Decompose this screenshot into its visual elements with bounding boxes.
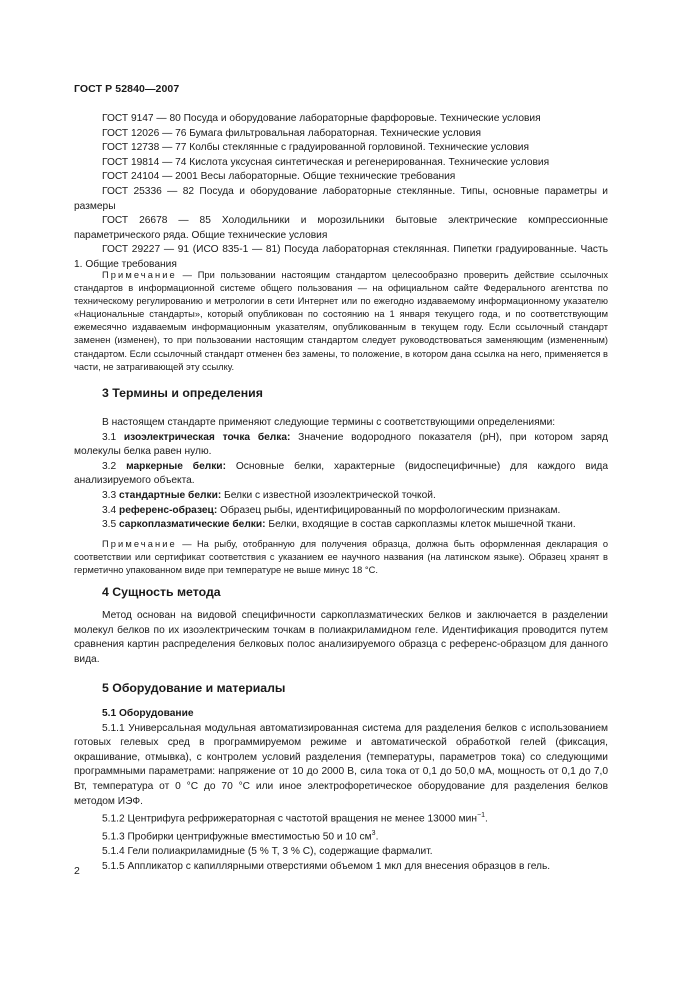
section-5-title: 5 Оборудование и материалы	[102, 681, 286, 695]
term-definition: Белки с известной изоэлектрической точкой.	[221, 489, 436, 501]
document-header: ГОСТ Р 52840—2007	[74, 83, 180, 95]
normative-references-list	[74, 112, 608, 273]
equipment-item: 5.1.3 Пробирки центрифужные вместимостью 50 и 10 $см^3$.	[102, 830, 379, 843]
note-lead: Примечание	[102, 539, 177, 549]
reference-item: ГОСТ 24104 — 2001 Весы лабораторные. Общие технические требования	[102, 171, 456, 183]
equipment-item: 5.1.4 Гели полиакриламидные (5 % Т, 3 % С), содержащие фармалит.	[102, 846, 433, 858]
terms-intro: В настоящем стандарте применяют следующие термины с соответствующими определениями:	[102, 417, 556, 428]
section-4-title: 4 Сущность метода	[102, 585, 221, 599]
term-name: стандартные белки:	[119, 489, 222, 501]
note-text: — На рыбу, отобранную для получения образца, должна быть оформленная декларация о соответствии или сертификат соответствия с указанием ее научного названия (на латинском языке). Образец хранят в герметично упакованном виде при температуре не выше минус 18 °С.	[74, 539, 608, 576]
equipment-subtitle: 5.1 Оборудование	[102, 708, 194, 719]
references-note	[74, 269, 608, 374]
reference-item: ГОСТ 25336 — 82 Посуда и оборудование лабораторные стеклянные. Типы, основные параметры и размеры	[74, 185, 608, 212]
term-definition: Значение водородного показателя (рН), при котором заряд молекулы белка равен нулю.	[74, 431, 608, 458]
term-name: саркоплазматические белки:	[119, 519, 266, 531]
equipment-item: 5.1.2 Центрифуга рефрижераторная с частотой вращения не менее 13000 мин$^{-1}$.	[102, 812, 488, 825]
term-item: 3.2 маркерные белки: Основные белки, характерные (видоспецифичные) для каждого вида анализируемого объекта.	[74, 460, 608, 487]
equipment-item: 5.1.1 Универсальная модульная автоматизированная система для разделения белков с использованием готовых гелевых сред в программируемом режиме и автоматической обработкой гелей (фиксация, окрашивание, отмывка), с контролем условий разделения (температуры, параметров тока) со следующими программными параметрами: напряжение от 10 до 2000 В, сила тока от 0,1 до 50,0 мА, мощность от 0,1 до 7,0 Вт, температура от 0 °С до 70 °С или иное электрофоретическое оборудование для разделения белков методом ИЭФ.	[74, 722, 608, 807]
page-number: 2	[74, 865, 80, 877]
term-definition: Белки, входящие в состав саркоплазмы клеток мышечной ткани.	[265, 519, 576, 531]
term-definition: Образец рыбы, идентифицированный по морфологическим признакам.	[217, 504, 561, 516]
term-name: референс-образец:	[119, 504, 218, 516]
method-text: Метод основан на видовой специфичности саркоплазматических белков и заключается в разделении молекул белков по их изоэлектрическим точкам в полиакриламидном геле. Идентификация проводится путем сравнения картин распределения белковых полос анализируемого образца с референс-образцом для данного вида.	[74, 610, 608, 665]
term-name: маркерные белки:	[126, 460, 226, 472]
term-item: 3.4 референс-образец: Образец рыбы, идентифицированный по морфологическим признакам.	[102, 504, 561, 516]
term-name: изоэлектрическая точка белка:	[123, 431, 291, 443]
reference-item: ГОСТ 19814 — 74 Кислота уксусная синтетическая и регенерированная. Технические условия	[102, 156, 550, 168]
reference-item: ГОСТ 26678 — 85 Холодильники и морозильники бытовые электрические компрессионные параметрического ряда. Общие технические условия	[74, 215, 608, 241]
equipment-section	[74, 707, 608, 874]
note-text: — При пользовании настоящим стандартом целесообразно проверить действие ссылочных стандартов в информационной системе общего пользования — на официальном сайте Федерального агентства по техническому регулированию и метрологии в сети Интернет или по ежегодно издаваемому информационному указателю «Национальные стандарты», который опубликован по состоянию на 1 января текущего года, и по соответствующим ежемесячно издаваемым информационным указателям, опубликованным в текущем году. Если ссылочный стандарт заменен (изменен), то при пользовании настоящим стандартом следует руководствоваться заменяющим (измененным) стандартом. Если ссылочный стандарт отменен без замены, то положение, в котором дана ссылка на него, применяется в части, не затрагивающей эту ссылку.	[74, 270, 608, 372]
equipment-item: 5.1.5 Аппликатор с капиллярными отверстиями объемом 1 мкл для внесения образцов в гель.	[102, 860, 551, 872]
method-section	[74, 609, 608, 667]
note-lead: Примечание	[102, 270, 177, 280]
reference-item: ГОСТ 29227 — 91 (ИСО 835-1 — 81) Посуда лабораторная стеклянная. Пипетки градуированные. Часть 1. Общие требования	[74, 244, 608, 270]
term-definition: Основные белки, характерные (видоспецифичные) для каждого вида анализируемого объекта.	[74, 460, 608, 487]
reference-item: ГОСТ 9147 — 80 Посуда и оборудование лабораторные фарфоровые. Технические условия	[102, 113, 541, 124]
term-item: 3.5 саркоплазматические белки: Белки, входящие в состав саркоплазмы клеток мышечной ткани.	[102, 519, 576, 531]
terms-section	[74, 416, 608, 533]
reference-item: ГОСТ 12026 — 76 Бумага фильтровальная лабораторная. Технические условия	[102, 127, 481, 139]
term-item: 3.3 стандартные белки: Белки с известной изоэлектрической точкой.	[102, 489, 436, 501]
terms-note	[74, 538, 608, 577]
term-item: 3.1 изоэлектрическая точка белка: Значение водородного показателя (рН), при котором заряд молекулы белка равен нулю.	[74, 431, 608, 458]
reference-item: ГОСТ 12738 — 77 Колбы стеклянные с градуированной горловиной. Технические условия	[102, 142, 530, 154]
section-3-title: 3 Термины и определения	[102, 386, 263, 400]
